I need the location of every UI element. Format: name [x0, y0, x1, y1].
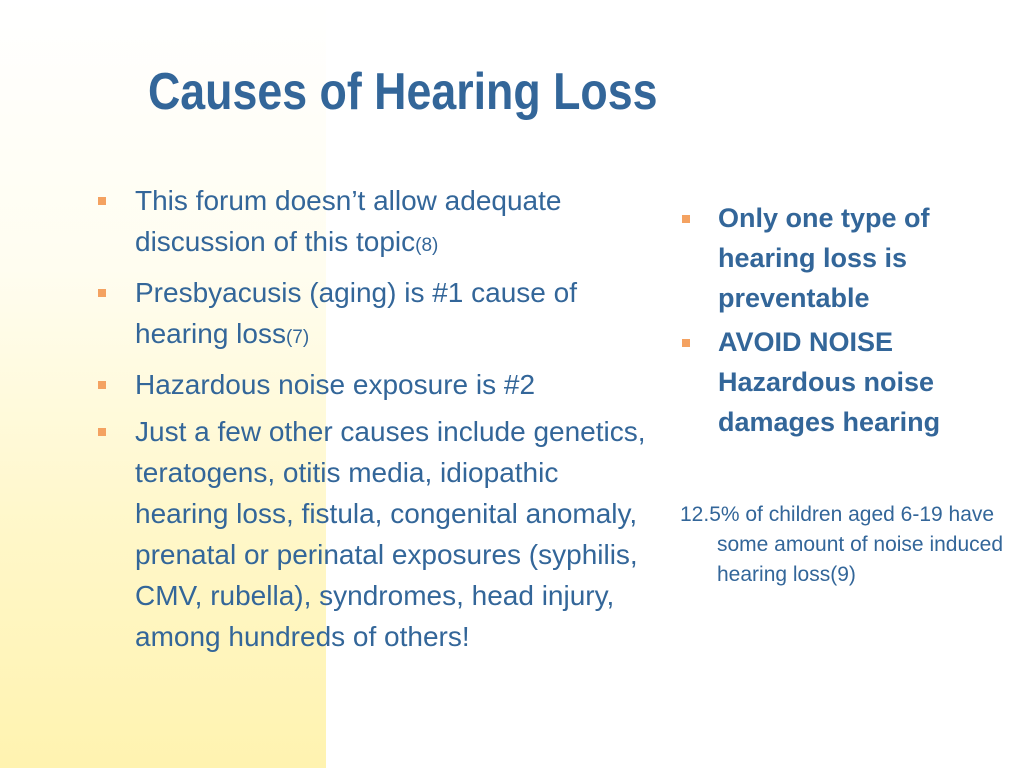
- bullet-text: AVOID NOISE Hazardous noise damages hearing: [718, 327, 941, 437]
- bullet-text: This forum doesn’t allow adequate discussion of this topic: [135, 185, 562, 257]
- slide-title: Causes of Hearing Loss: [148, 63, 658, 121]
- bullet-text: Only one type of hearing loss is preventable: [718, 203, 930, 313]
- list-item: [98, 272, 658, 358]
- list-item: [98, 411, 658, 657]
- bullet-text: Just a few other causes include genetics, teratogens, otitis media, idiopathic hearing loss, fistula, congenital anomaly, prenatal or perinatal exposures (syphilis, CMV, rubella), syndromes, head injury, among hundreds of others!: [135, 416, 646, 652]
- square-bullet-icon: [682, 339, 690, 347]
- list-item: [682, 198, 1012, 318]
- square-bullet-icon: [98, 289, 106, 297]
- bullet-text: Hazardous noise exposure is #2: [135, 369, 536, 400]
- square-bullet-icon: [98, 381, 106, 389]
- reference-number: (8): [415, 235, 439, 256]
- right-bullet-list: [682, 198, 1012, 446]
- left-bullet-list: [98, 180, 658, 663]
- list-item: [98, 180, 658, 266]
- bullet-text: Presbyacusis (aging) is #1 cause of hearing loss: [135, 277, 577, 349]
- statistic-note: 12.5% of children aged 6-19 have some amount of noise induced hearing loss(9): [680, 503, 1004, 586]
- square-bullet-icon: [98, 197, 106, 205]
- list-item: [98, 364, 658, 405]
- square-bullet-icon: [682, 215, 690, 223]
- square-bullet-icon: [98, 428, 106, 436]
- reference-number: (7): [285, 327, 310, 348]
- list-item: [682, 322, 1012, 442]
